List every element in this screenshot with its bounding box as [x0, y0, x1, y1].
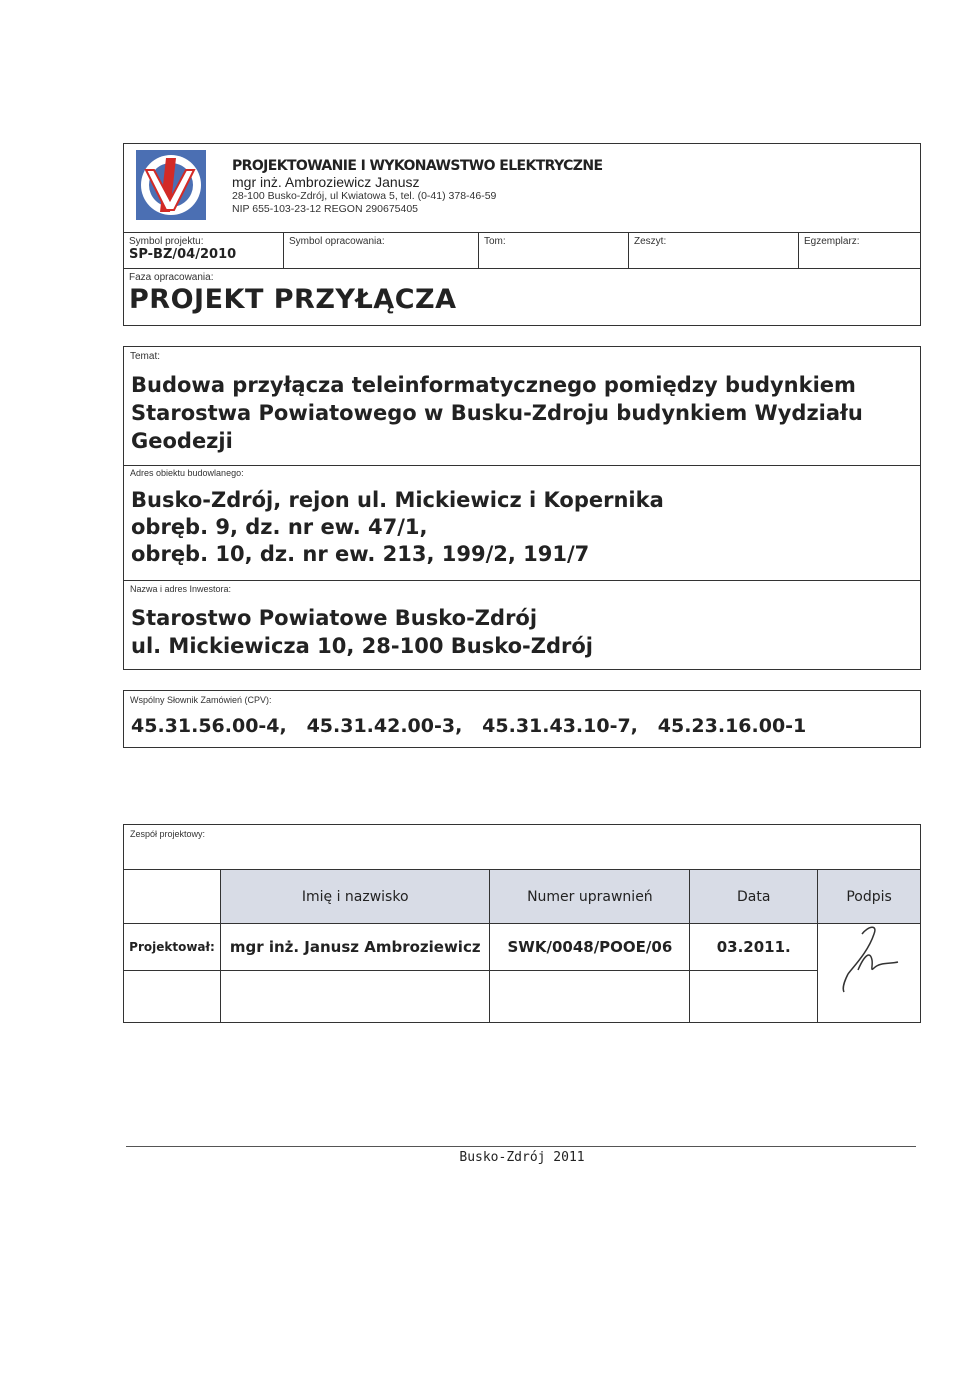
signature-cell [818, 924, 921, 1023]
adres-line: Busko-Zdrój, rejon ul. Mickiewicz i Kopernika [131, 488, 664, 512]
temat-label: Temat: [130, 351, 161, 362]
table-header-date: Data [690, 870, 818, 924]
adres-line: obręb. 9, dz. nr ew. 47/1, [131, 515, 428, 539]
footer-divider [126, 1146, 916, 1147]
table-row [124, 924, 921, 971]
date-cell: 03.2011. [690, 924, 818, 971]
adres-line: obręb. 10, dz. nr ew. 213, 199/2, 191/7 [131, 542, 590, 566]
empty-cell [690, 971, 818, 1023]
inwestor-line: Starostwo Powiatowe Busko-Zdrój [131, 606, 538, 630]
temat-line: Budowa przyłącza teleinformatycznego pomiędzy budynkiem [131, 373, 856, 397]
table-row [124, 971, 921, 1023]
company-address: 28-100 Busko-Zdrój, ul Kwiatowa 5, tel. (0-41) 378-46-59 [232, 190, 497, 202]
adres-label: Adres obiektu budowlanego: [130, 468, 244, 478]
footer-text: Busko-Zdrój 2011 [459, 1150, 585, 1165]
divider [283, 232, 284, 268]
team-table [123, 869, 921, 1023]
zeszyt-label: Zeszyt: [634, 236, 667, 247]
company-ids: NIP 655-103-23-12 REGON 290675405 [232, 203, 419, 215]
header-block [123, 143, 921, 326]
temat-line: Geodezji [131, 429, 233, 453]
divider [124, 232, 920, 233]
temat-line: Starostwa Powiatowego w Busku-Zdroju budynkiem Wydziału [131, 401, 863, 425]
table-header-name: Imię i nazwisko [220, 870, 490, 924]
cpv-value: 45.31.56.00-4, 45.31.42.00-3, 45.31.43.10-7, 45.23.16.00-1 [131, 715, 807, 737]
table-header-cell [124, 870, 221, 924]
faza-value: PROJEKT PRZYŁĄCZA [129, 284, 457, 315]
company-name: PROJEKTOWANIE I WYKONAWSTWO ELEKTRYCZNE [232, 158, 603, 174]
signature-icon [818, 884, 918, 1024]
license-cell: SWK/0048/POOE/06 [490, 924, 690, 971]
team-label: Zespół projektowy: [130, 829, 206, 839]
inwestor-label: Nazwa i adres Inwestora: [130, 584, 232, 594]
name-cell: mgr inż. Janusz Ambroziewicz [220, 924, 490, 971]
project-info-block [123, 346, 921, 670]
symbol-projektu-value: SP-BZ/04/2010 [129, 247, 237, 262]
divider [124, 465, 920, 466]
tom-label: Tom: [484, 236, 506, 247]
empty-cell [124, 971, 221, 1023]
company-logo-icon [136, 150, 206, 220]
divider [628, 232, 629, 268]
inwestor-line: ul. Mickiewicza 10, 28-100 Busko-Zdrój [131, 634, 593, 658]
adres-text [131, 487, 664, 568]
cpv-label: Wspólny Słownik Zamówień (CPV): [130, 695, 272, 705]
company-owner: mgr inż. Ambroziewicz Janusz [232, 174, 420, 190]
cpv-block [123, 690, 921, 748]
table-header-license: Numer uprawnień [490, 870, 690, 924]
faza-label: Faza opracowania: [129, 272, 214, 283]
symbol-projektu-label: Symbol projektu: [129, 236, 204, 247]
empty-cell [220, 971, 490, 1023]
temat-text [131, 371, 863, 455]
team-label-box [123, 824, 921, 870]
symbol-opracowania-label: Symbol opracowania: [289, 236, 385, 247]
table-header-row [124, 870, 921, 924]
empty-cell [490, 971, 690, 1023]
divider [124, 268, 920, 269]
inwestor-text [131, 604, 593, 660]
table-header-signature: Podpis [818, 870, 921, 924]
company-info [232, 158, 732, 216]
divider [478, 232, 479, 268]
egzemplarz-label: Egzemplarz: [804, 236, 860, 247]
divider [798, 232, 799, 268]
divider [124, 580, 920, 581]
role-cell: Projektował: [124, 924, 221, 971]
